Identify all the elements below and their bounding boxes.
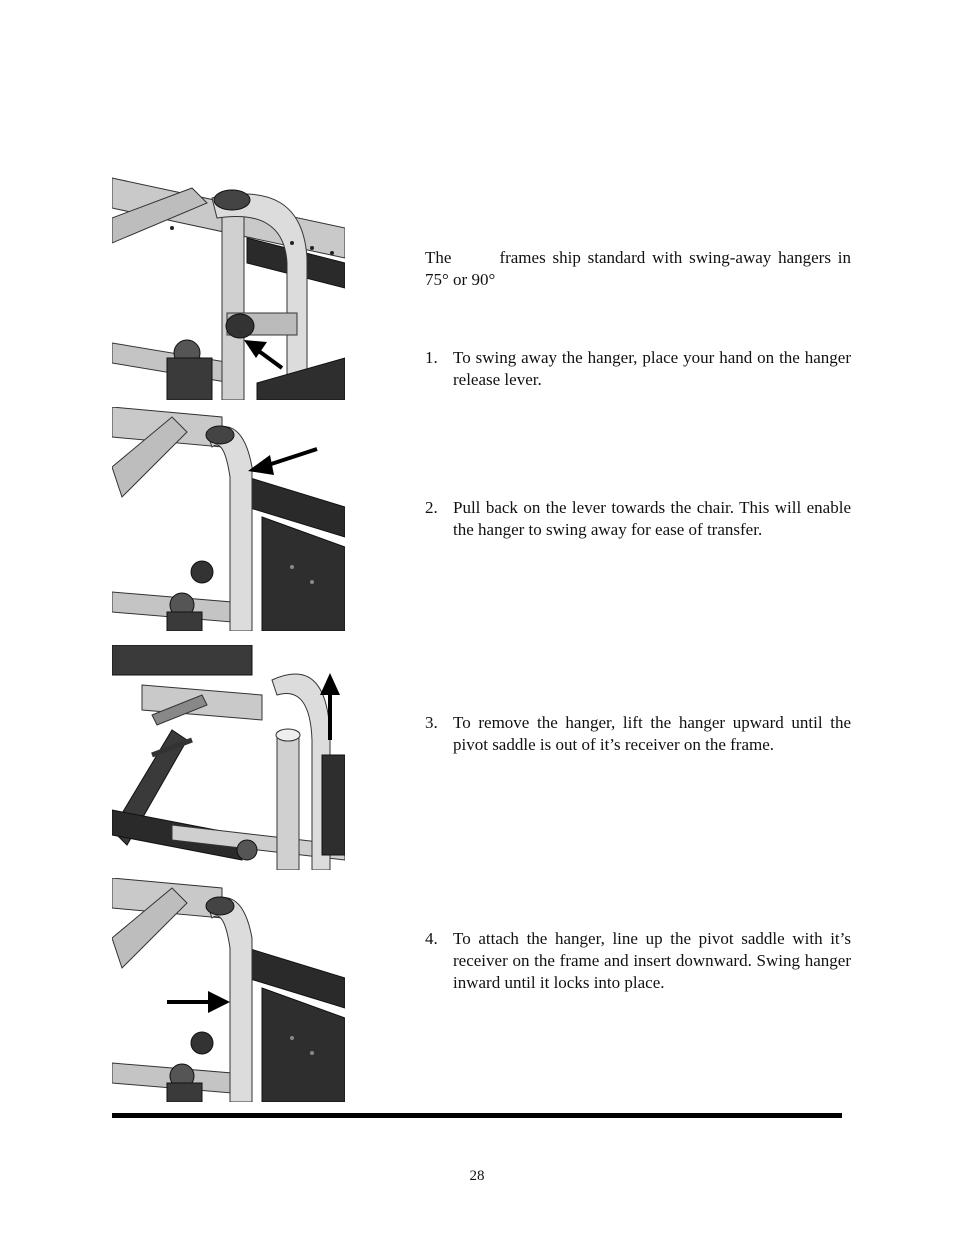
step-number: 3.	[425, 713, 438, 732]
step-2	[425, 497, 851, 541]
illustration-lever-pulled	[112, 407, 345, 631]
illustration-hanger-release-lever	[112, 168, 345, 400]
step-text: To remove the hanger, lift the hanger upward until the pivot saddle is out of it’s receiver on the frame.	[453, 713, 851, 754]
step-text: To attach the hanger, line up the pivot saddle with it’s receiver on the frame and insert downward. Swing hanger inward until it locks into place.	[453, 929, 851, 992]
horizontal-rule	[112, 1113, 842, 1118]
figure-pull-lever	[112, 407, 345, 631]
figure-release-lever	[112, 168, 345, 400]
intro-paragraph	[425, 247, 851, 291]
step-text: Pull back on the lever towards the chair. This will enable the hanger to swing away for ease of transfer.	[453, 498, 851, 539]
step-4	[425, 928, 851, 994]
intro-text-before: The	[425, 248, 452, 267]
illustration-hanger-lifted	[112, 645, 345, 870]
figure-attach-hanger	[112, 878, 345, 1102]
intro-text-after: frames ship standard with swing-away hangers in 75° or 90°	[425, 248, 851, 289]
step-3	[425, 712, 851, 756]
step-number: 2.	[425, 498, 438, 517]
step-1	[425, 347, 851, 391]
page-number: 28	[469, 1168, 485, 1184]
step-number: 4.	[425, 929, 438, 948]
figure-lift-hanger	[112, 645, 345, 870]
step-number: 1.	[425, 348, 438, 367]
step-text: To swing away the hanger, place your hand on the hanger release lever.	[453, 348, 851, 389]
illustration-hanger-attached	[112, 878, 345, 1102]
